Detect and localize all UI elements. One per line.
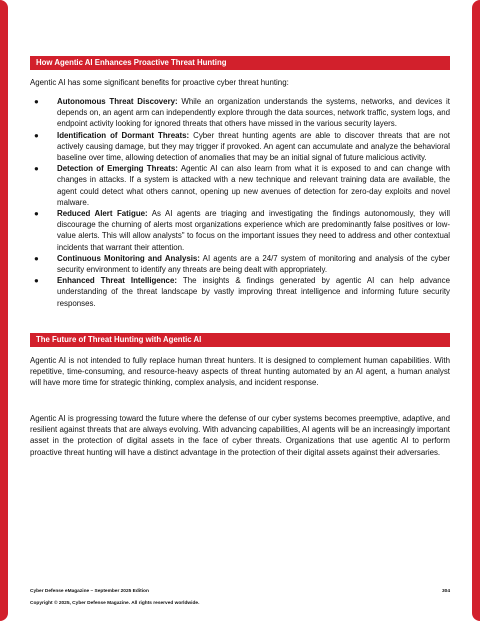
list-item (30, 130, 450, 164)
bullet-title: Enhanced Threat Intelligence: (57, 276, 177, 286)
bullet-icon: ● (34, 253, 39, 263)
left-accent-bar (0, 0, 8, 621)
list-item (30, 96, 450, 130)
list-item (30, 163, 450, 208)
bullet-title: Detection of Emerging Threats: (57, 164, 178, 174)
section1-intro: Agentic AI has some significant benefits for proactive cyber threat hunting: (30, 78, 289, 87)
bullet-icon: ● (34, 276, 39, 286)
bullet-title: Autonomous Threat Discovery: (57, 97, 178, 106)
section-heading-proactive-threat-hunting: How Agentic AI Enhances Proactive Threat Hunting (30, 56, 450, 70)
bullet-icon: ● (34, 97, 39, 106)
bullet-text: As AI agents are triaging and investigating the findings autonomously, they will discourage the churning of alerts most organizations experience which are predominantly false positives or low-value alerts. This will allow analysts" to focus on the important issues they need to address and other contextual incidents that warrant their attention. (57, 209, 450, 252)
section2-paragraph-1-block (30, 355, 450, 389)
list-item (30, 253, 450, 275)
list-item (30, 275, 450, 309)
footer-copyright-row (30, 601, 450, 606)
footer-copyright: Copyright © 2025, Cyber Defense Magazine. All rights reserved worldwide. (30, 601, 200, 606)
bullet-icon: ● (34, 209, 39, 219)
bullet-title: Reduced Alert Fatigue: (57, 209, 148, 219)
list-item (30, 208, 450, 253)
section2-paragraph: Agentic AI is progressing toward the future where the defense of our cyber systems becomes preemptive, adaptive, and resilient against threats that are always evolving. With advancing capabilities, AI agents will be an increasingly important asset in the protection of digital assets in the face of cyber threats. Organizations that use agentic AI to perform proactive threat hunting will have a distinct advantage in the protection of their digital assets against their adversaries. (30, 414, 450, 457)
footer-edition-row (30, 589, 450, 594)
bullet-text: While an organization understands the systems, networks, and devices it depends on, an agent arm can independently explore through the data sources, network traffic, system logs, and endpoint activity looking for ignored threats that others have missed in the various security layers. (57, 97, 450, 129)
footer-edition: Cyber Defense eMagazine – September 2025 Edition (30, 589, 149, 594)
bullet-text: Agentic AI can also learn from what it is exposed to and can change with changes in attacks. If a system is attacked with a new technique and relevant training data are available, the agent could detect what others cannot, opening up new avenues of detection for zero-day exploits and novel malware. (57, 164, 451, 207)
bullet-title: Continuous Monitoring and Analysis: (57, 253, 200, 263)
bullet-text: The insights & findings generated by agentic AI can help advance understanding of the threat landscape by vastly improving threat intelligence and informing future security responses. (57, 276, 451, 308)
bullet-text: AI agents are a 24/7 system of monitoring and analysis of the cyber security environment to identify any threats are being dealt with appropriately. (57, 253, 450, 275)
bullet-icon: ● (34, 130, 39, 140)
section2-paragraph: Agentic AI is not intended to fully replace human threat hunters. It is designed to complement human capabilities. With repetitive, time-consuming, and resource-heavy aspects of threat hunting automated by an AI agent, a human analyst will have more time for strategic thinking, complex analysis, and incident response. (30, 356, 450, 388)
section1-intro-block (30, 77, 450, 88)
bullet-text: Cyber threat hunting agents are able to discover threats that are not actively causing damage, but they may trigger if provoked. An agent can accumulate and analyze the behavioral baseline over time, allowing detection of anomalies that may be an initial signal of future malicious activity. (57, 130, 450, 163)
section-heading-future-of-threat-hunting: The Future of Threat Hunting with Agentic AI (30, 333, 450, 347)
bullet-icon: ● (34, 164, 39, 174)
section2-paragraph-2-block (30, 413, 450, 458)
right-accent-bar (472, 0, 480, 621)
benefits-list (30, 96, 450, 309)
bullet-title: Identification of Dormant Threats: (57, 130, 190, 140)
page-number: 304 (441, 589, 450, 594)
